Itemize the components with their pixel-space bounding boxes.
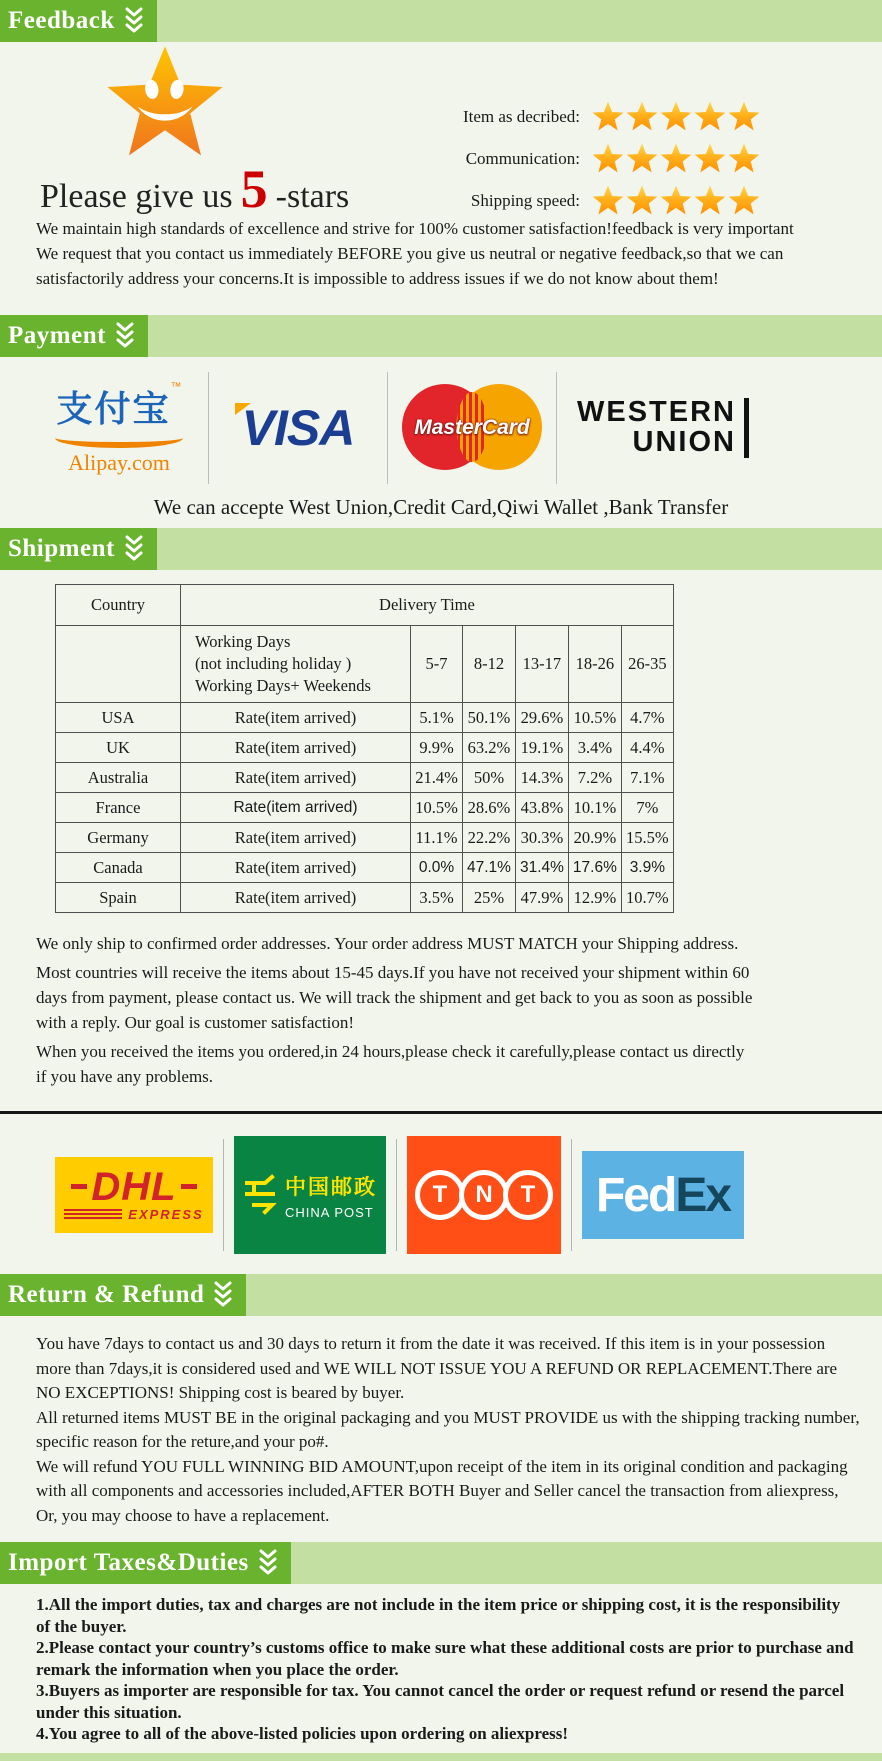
return-refund-header-title: Return & Refund xyxy=(8,1281,205,1308)
import-taxes-section-header xyxy=(0,1542,882,1584)
rating-row-item-as-described xyxy=(442,100,762,134)
rating-label: Item as decribed: xyxy=(462,107,580,126)
country-cell: Canada xyxy=(56,853,181,883)
tnt-logo xyxy=(407,1136,561,1254)
return-refund-line: NO EXCEPTIONS! Shipping cost is beared by buyer. xyxy=(36,1383,405,1402)
rate-label-cell: Rate(item arrived) xyxy=(181,883,411,913)
rate-cell: 10.7% xyxy=(621,883,673,913)
return-refund-line: You have 7days to contact us and 30 days to return it from the date it was received. If this item is in your possession xyxy=(36,1334,826,1353)
shipment-note-line: When you received the items you ordered,in 24 hours,please check it carefully,please contact us directly xyxy=(36,1042,745,1061)
range-cell: 5-7 xyxy=(411,626,463,703)
star-icon xyxy=(626,144,658,175)
rate-cell: 50% xyxy=(463,763,516,793)
rate-cell: 0.0% xyxy=(411,853,463,883)
divider xyxy=(208,372,209,484)
import-taxes-line: remark the information when you place the order. xyxy=(36,1659,399,1679)
tnt-circle-letter: T xyxy=(503,1170,553,1220)
country-header-cell: Country xyxy=(56,585,181,626)
rate-cell: 50.1% xyxy=(463,703,516,733)
country-cell: USA xyxy=(56,703,181,733)
star-icon xyxy=(728,186,760,217)
rating-list xyxy=(442,100,762,218)
country-cell: France xyxy=(56,793,181,823)
double-chevron-down-icon xyxy=(257,1548,279,1578)
table-row xyxy=(56,853,674,883)
star-icon xyxy=(626,102,658,133)
dhl-lines-icon xyxy=(64,1209,122,1219)
range-cell: 13-17 xyxy=(515,626,568,703)
china-post-logo xyxy=(234,1136,386,1254)
payment-header-box xyxy=(0,315,148,357)
rate-cell: 17.6% xyxy=(568,853,621,883)
return-refund-section-header xyxy=(0,1274,882,1316)
rate-label-cell: Rate(item arrived) xyxy=(181,853,411,883)
return-refund-header-box xyxy=(0,1274,246,1316)
star-icon xyxy=(660,186,692,217)
rate-cell: 25% xyxy=(463,883,516,913)
country-cell: UK xyxy=(56,733,181,763)
slogan-suffix: -stars xyxy=(275,178,350,215)
dhl-dash-icon xyxy=(71,1184,87,1189)
return-refund-text xyxy=(36,1332,882,1528)
mastercard-text: MasterCard xyxy=(414,416,530,439)
country-cell: Spain xyxy=(56,883,181,913)
rate-cell: 47.1% xyxy=(463,853,516,883)
import-taxes-text xyxy=(36,1594,882,1745)
western-union-logo xyxy=(577,398,749,457)
feedback-hero xyxy=(0,42,882,219)
divider xyxy=(0,1111,882,1114)
rate-cell: 7.2% xyxy=(568,763,621,793)
rate-cell: 43.8% xyxy=(515,793,568,823)
delivery-time-header-cell: Delivery Time xyxy=(181,585,674,626)
dhl-express-row xyxy=(64,1207,203,1222)
divider xyxy=(556,372,557,484)
rate-cell: 14.3% xyxy=(515,763,568,793)
rate-cell: 3.9% xyxy=(621,853,673,883)
star-icon xyxy=(728,144,760,175)
import-taxes-header-title: Import Taxes&Duties xyxy=(8,1549,249,1576)
feedback-section-header xyxy=(0,0,882,42)
rate-label-cell: Rate(item arrived) xyxy=(181,733,411,763)
dhl-logo xyxy=(55,1157,213,1233)
star-icon xyxy=(660,102,692,133)
working-days-line: Working Days xyxy=(195,632,291,651)
table-row xyxy=(56,733,674,763)
alipay-logo xyxy=(44,381,194,476)
rating-label: Communication: xyxy=(465,149,580,168)
return-refund-line: with all components and accessories included,AFTER BOTH Buyer and Seller cancel the transaction from aliexpress, xyxy=(36,1481,839,1500)
china-post-chinese-text: 中国邮政 xyxy=(285,1175,377,1199)
payment-logos-row xyxy=(44,365,882,491)
return-refund-line: Or, you may choose to have a replacement. xyxy=(36,1505,330,1525)
china-post-english-text: CHINA POST xyxy=(285,1204,374,1220)
tnt-circle-letter: N xyxy=(459,1170,509,1220)
divider xyxy=(223,1139,224,1251)
rate-cell: 7.1% xyxy=(621,763,673,793)
range-cell: 8-12 xyxy=(463,626,516,703)
double-chevron-down-icon xyxy=(212,1280,234,1310)
return-refund-line: more than 7days,it is considered used and WE WILL NOT ISSUE YOU A REFUND OR REPLACEMENT.There are xyxy=(36,1358,838,1378)
slogan-number: 5 xyxy=(240,159,268,219)
rate-label-cell: Rate(item arrived) xyxy=(181,793,411,823)
shipment-note-line: We only ship to confirmed order addresses. Your order address MUST MATCH your Shipping address. xyxy=(36,934,739,953)
return-refund-line: All returned items MUST BE in the original packaging and you MUST PROVIDE us with the shipping tracking number, xyxy=(36,1407,860,1427)
rate-cell: 15.5% xyxy=(621,823,673,853)
rate-cell: 47.9% xyxy=(515,883,568,913)
import-taxes-line: 3.Buyers as importer are responsible for tax. You cannot cancel the order or request refund or resend the parcel xyxy=(36,1681,845,1700)
shipment-note-line: Most countries will receive the items about 15-45 days.If you have not received your shipment within 60 xyxy=(36,963,750,982)
divider xyxy=(571,1139,572,1251)
fedex-ex-text: Ex xyxy=(675,1168,731,1222)
mastercard-logo xyxy=(402,384,542,472)
star-icon xyxy=(626,186,658,217)
feedback-note xyxy=(36,216,856,291)
divider xyxy=(387,372,388,484)
trademark-symbol: ™ xyxy=(170,380,182,393)
star-icon xyxy=(660,144,692,175)
feedback-header-title: Feedback xyxy=(8,7,115,34)
visa-flag-icon xyxy=(235,403,251,415)
double-chevron-down-icon xyxy=(123,534,145,564)
shipment-notes xyxy=(36,931,856,1089)
payment-accept-note: We can accepte West Union,Credit Card,Qiwi Wallet ,Bank Transfer xyxy=(153,495,729,519)
table-header-row xyxy=(56,585,674,626)
visa-logo xyxy=(223,399,373,457)
table-row xyxy=(56,793,674,823)
feedback-note-line: satisfactorily address your concerns.It is impossible to address issues if we do not know about them! xyxy=(36,269,719,288)
double-chevron-down-icon xyxy=(123,6,145,36)
range-cell: 18-26 xyxy=(568,626,621,703)
alipay-domain-text: Alipay.com xyxy=(68,449,170,475)
rate-cell: 10.5% xyxy=(411,793,463,823)
country-cell: Australia xyxy=(56,763,181,793)
rate-label-cell: Rate(item arrived) xyxy=(181,703,411,733)
rate-cell: 28.6% xyxy=(463,793,516,823)
rate-cell: 30.3% xyxy=(515,823,568,853)
china-post-emblem-icon xyxy=(243,1173,277,1217)
payment-header-title: Payment xyxy=(8,322,106,349)
star-icon xyxy=(694,144,726,175)
carrier-logos-row xyxy=(55,1128,882,1262)
feedback-header-box xyxy=(0,0,157,42)
slogan-prefix: Please give us xyxy=(40,178,233,215)
dhl-express-text: EXPRESS xyxy=(128,1206,204,1222)
fedex-fed-text: Fed xyxy=(595,1168,676,1222)
working-days-cell xyxy=(181,626,411,703)
china-post-texts xyxy=(285,1171,377,1220)
divider xyxy=(396,1139,397,1251)
table-row xyxy=(56,823,674,853)
dhl-dash-icon xyxy=(181,1184,197,1189)
shipment-note-line: if you have any problems. xyxy=(36,1067,214,1086)
western-union-line1: WESTERN xyxy=(577,396,736,429)
five-star-slogan xyxy=(40,158,349,220)
bottom-section-strip xyxy=(0,1753,882,1761)
dhl-text-row xyxy=(71,1164,196,1209)
rate-cell: 63.2% xyxy=(463,733,516,763)
delivery-time-table xyxy=(55,584,674,913)
rate-label-cell: Rate(item arrived) xyxy=(181,763,411,793)
star-icon xyxy=(728,102,760,133)
payment-section-header xyxy=(0,315,882,357)
return-refund-line: We will refund YOU FULL WINNING BID AMOUNT,upon receipt of the item in its original condition and packaging xyxy=(36,1456,848,1476)
shipment-header-title: Shipment xyxy=(8,535,115,562)
rating-label: Shipping speed: xyxy=(470,191,580,210)
rating-row-communication xyxy=(442,142,762,176)
rate-cell: 12.9% xyxy=(568,883,621,913)
import-taxes-line: under this situation. xyxy=(36,1702,182,1722)
alipay-chinese-text: 支付宝 xyxy=(56,387,171,429)
dhl-text: DHL xyxy=(91,1164,177,1209)
shipment-note-line: days from payment, please contact us. We will track the shipment and get back to you as soon as possible xyxy=(36,988,753,1007)
table-row xyxy=(56,703,674,733)
rate-cell: 9.9% xyxy=(411,733,463,763)
star-icon xyxy=(592,144,624,175)
feedback-note-line: We request that you contact us immediately BEFORE you give us neutral or negative feedback,so that we can xyxy=(36,244,784,263)
import-taxes-header-box xyxy=(0,1542,291,1584)
table-row xyxy=(56,883,674,913)
star-icon xyxy=(694,186,726,217)
rate-cell: 3.5% xyxy=(411,883,463,913)
rate-cell: 4.4% xyxy=(621,733,673,763)
rate-cell: 21.4% xyxy=(411,763,463,793)
rate-cell: 10.5% xyxy=(568,703,621,733)
table-subheader-row xyxy=(56,626,674,703)
empty-cell xyxy=(56,626,181,703)
rate-label-cell: Rate(item arrived) xyxy=(181,823,411,853)
import-taxes-line: 1.All the import duties, tax and charges are not include in the item price or shipping cost, it is the responsibility xyxy=(36,1595,841,1614)
feedback-note-line: We maintain high standards of excellence and strive for 100% customer satisfaction!feedback is very important xyxy=(36,219,794,238)
rate-cell: 4.7% xyxy=(621,703,673,733)
rate-cell: 11.1% xyxy=(411,823,463,853)
import-taxes-line: 2.Please contact your country’s customs office to make sure what these additional costs are prior to purchase and xyxy=(36,1638,854,1657)
range-cell: 26-35 xyxy=(621,626,673,703)
rate-cell: 3.4% xyxy=(568,733,621,763)
shipment-header-box xyxy=(0,528,157,570)
smiley-star-icon xyxy=(104,45,226,159)
import-taxes-line: 4.You agree to all of the above-listed policies upon ordering on aliexpress! xyxy=(36,1724,569,1743)
rate-cell: 31.4% xyxy=(515,853,568,883)
rate-cell: 7% xyxy=(621,793,673,823)
working-days-line: Working Days+ Weekends xyxy=(195,676,371,695)
rate-cell: 5.1% xyxy=(411,703,463,733)
return-refund-line: specific reason for the reture,and your po#. xyxy=(36,1432,329,1451)
rate-cell: 22.2% xyxy=(463,823,516,853)
shipment-section-header xyxy=(0,528,882,570)
rating-row-shipping-speed xyxy=(442,184,762,218)
shipment-note-line: with a reply. Our goal is customer satisfaction! xyxy=(36,1013,355,1032)
import-taxes-line: of the buyer. xyxy=(36,1616,127,1636)
tnt-circle-letter: T xyxy=(415,1170,465,1220)
star-icon xyxy=(592,186,624,217)
star-icon xyxy=(592,102,624,133)
working-days-line: (not including holiday ) xyxy=(195,654,352,673)
visa-text: VISA xyxy=(241,400,355,456)
alipay-swoosh-icon xyxy=(55,428,183,448)
country-cell: Germany xyxy=(56,823,181,853)
western-union-line2: UNION xyxy=(632,426,736,458)
table-row xyxy=(56,763,674,793)
fedex-logo xyxy=(582,1151,744,1239)
double-chevron-down-icon xyxy=(114,321,136,351)
rate-cell: 19.1% xyxy=(515,733,568,763)
rate-cell: 29.6% xyxy=(515,703,568,733)
rate-cell: 10.1% xyxy=(568,793,621,823)
rate-cell: 20.9% xyxy=(568,823,621,853)
star-icon xyxy=(694,102,726,133)
